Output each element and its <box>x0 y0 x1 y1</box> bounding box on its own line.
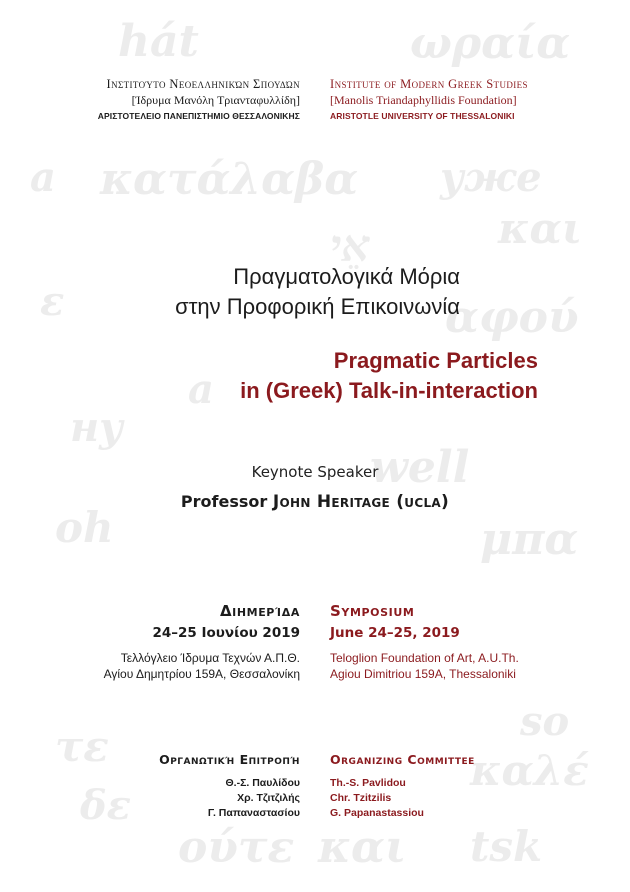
foundation-name-english: [Manolis Triandaphyllidis Foundation] <box>330 93 517 107</box>
institution-english <box>330 76 590 124</box>
watermark-word: a <box>188 366 214 413</box>
title-english <box>150 346 538 406</box>
institution-name-greek: Ινστιτούτο Νεοελληνικών Σπουδών <box>106 77 300 91</box>
committee-member: Chr. Tzitzilis <box>330 792 392 804</box>
title-greek <box>20 262 460 325</box>
symposium-greek <box>70 600 300 682</box>
watermark-word: hát <box>118 16 199 67</box>
symposium-title-greek: Διημερίδα <box>219 602 300 620</box>
committee-title-english: Organizing Committee <box>330 752 475 767</box>
watermark-word: ούτε <box>178 822 295 873</box>
watermark-word: ну <box>70 404 124 451</box>
watermark-word: και <box>318 822 407 873</box>
watermark-word: αφού <box>445 292 579 343</box>
committee-member: G. Papanastassiou <box>330 807 424 819</box>
keynote-speaker-name: John Heritage (ucla) <box>272 492 450 512</box>
watermark-word: ε <box>40 278 65 325</box>
watermark-word: και <box>498 204 583 253</box>
watermark-word: אֵי <box>330 221 370 272</box>
symposium-dates-greek: 24–25 Ιουνίου 2019 <box>152 625 300 641</box>
committee-member: Θ.-Σ. Παυλίδου <box>225 777 300 789</box>
watermark-word: δε <box>80 782 131 829</box>
symposium-venue-english: Teloglion Foundation of Art, A.U.Th. <box>330 651 519 665</box>
watermark-word: oh <box>55 503 114 552</box>
symposium-english <box>330 600 590 682</box>
watermark-word: tsk <box>470 822 543 871</box>
watermark-word: уже <box>440 154 542 201</box>
watermark-word: κατάλαβα <box>100 154 359 205</box>
watermark-word: ωραία <box>410 18 571 69</box>
watermark-word: so <box>520 698 570 745</box>
keynote-title: Professor <box>180 492 268 511</box>
committee-english <box>330 746 590 821</box>
committee-greek <box>70 751 300 821</box>
title-english-line1: Pragmatic Particles <box>333 348 538 373</box>
committee-member: Γ. Παπαναστασίου <box>207 807 300 819</box>
symposium-dates-english: June 24–25, 2019 <box>330 625 460 641</box>
symposium-venue-greek: Τελλόγλειο Ίδρυμα Τεχνών Α.Π.Θ. <box>120 651 300 665</box>
watermark-word: well <box>370 442 470 493</box>
university-name-english: ARISTOTLE UNIVERSITY OF THESSALONIKI <box>330 111 515 121</box>
university-name-greek: ΑΡΙΣΤΟΤΕΛΕΙΟ ΠΑΝΕΠΙΣΤΗΜΙΟ ΘΕΣΣΑΛΟΝΙΚΗΣ <box>97 111 300 121</box>
symposium-title-english: Symposium <box>330 602 415 620</box>
symposium-address-english: Agiou Dimitriou 159A, Thessaloniki <box>330 667 516 681</box>
watermark-word: τε <box>55 722 109 771</box>
foundation-name-greek: [Ίδρυμα Μανόλη Τριανταφυλλίδη] <box>131 93 300 107</box>
keynote-label: Keynote Speaker <box>251 463 379 481</box>
title-greek-line2: στην Προφορική Επικοινωνία <box>175 294 460 319</box>
watermark-word: a <box>30 154 56 201</box>
committee-member: Χρ. Τζιτζιλής <box>237 792 300 804</box>
institution-greek <box>60 76 300 124</box>
watermark-word: μπα <box>480 514 579 565</box>
title-greek-line1: Πραγματολογικά Μόρια <box>233 264 460 289</box>
committee-member: Th.-S. Pavlidou <box>330 777 406 789</box>
watermark-word: καλέ <box>470 746 589 795</box>
keynote-speaker <box>0 492 630 512</box>
symposium-address-greek: Αγίου Δημητρίου 159Α, Θεσσαλονίκη <box>103 667 300 681</box>
committee-title-greek: Οργανωτική Επιτροπή <box>159 752 300 767</box>
institution-name-english: Institute of Modern Greek Studies <box>330 77 528 91</box>
title-english-line2: in (Greek) Talk-in-interaction <box>240 378 538 403</box>
